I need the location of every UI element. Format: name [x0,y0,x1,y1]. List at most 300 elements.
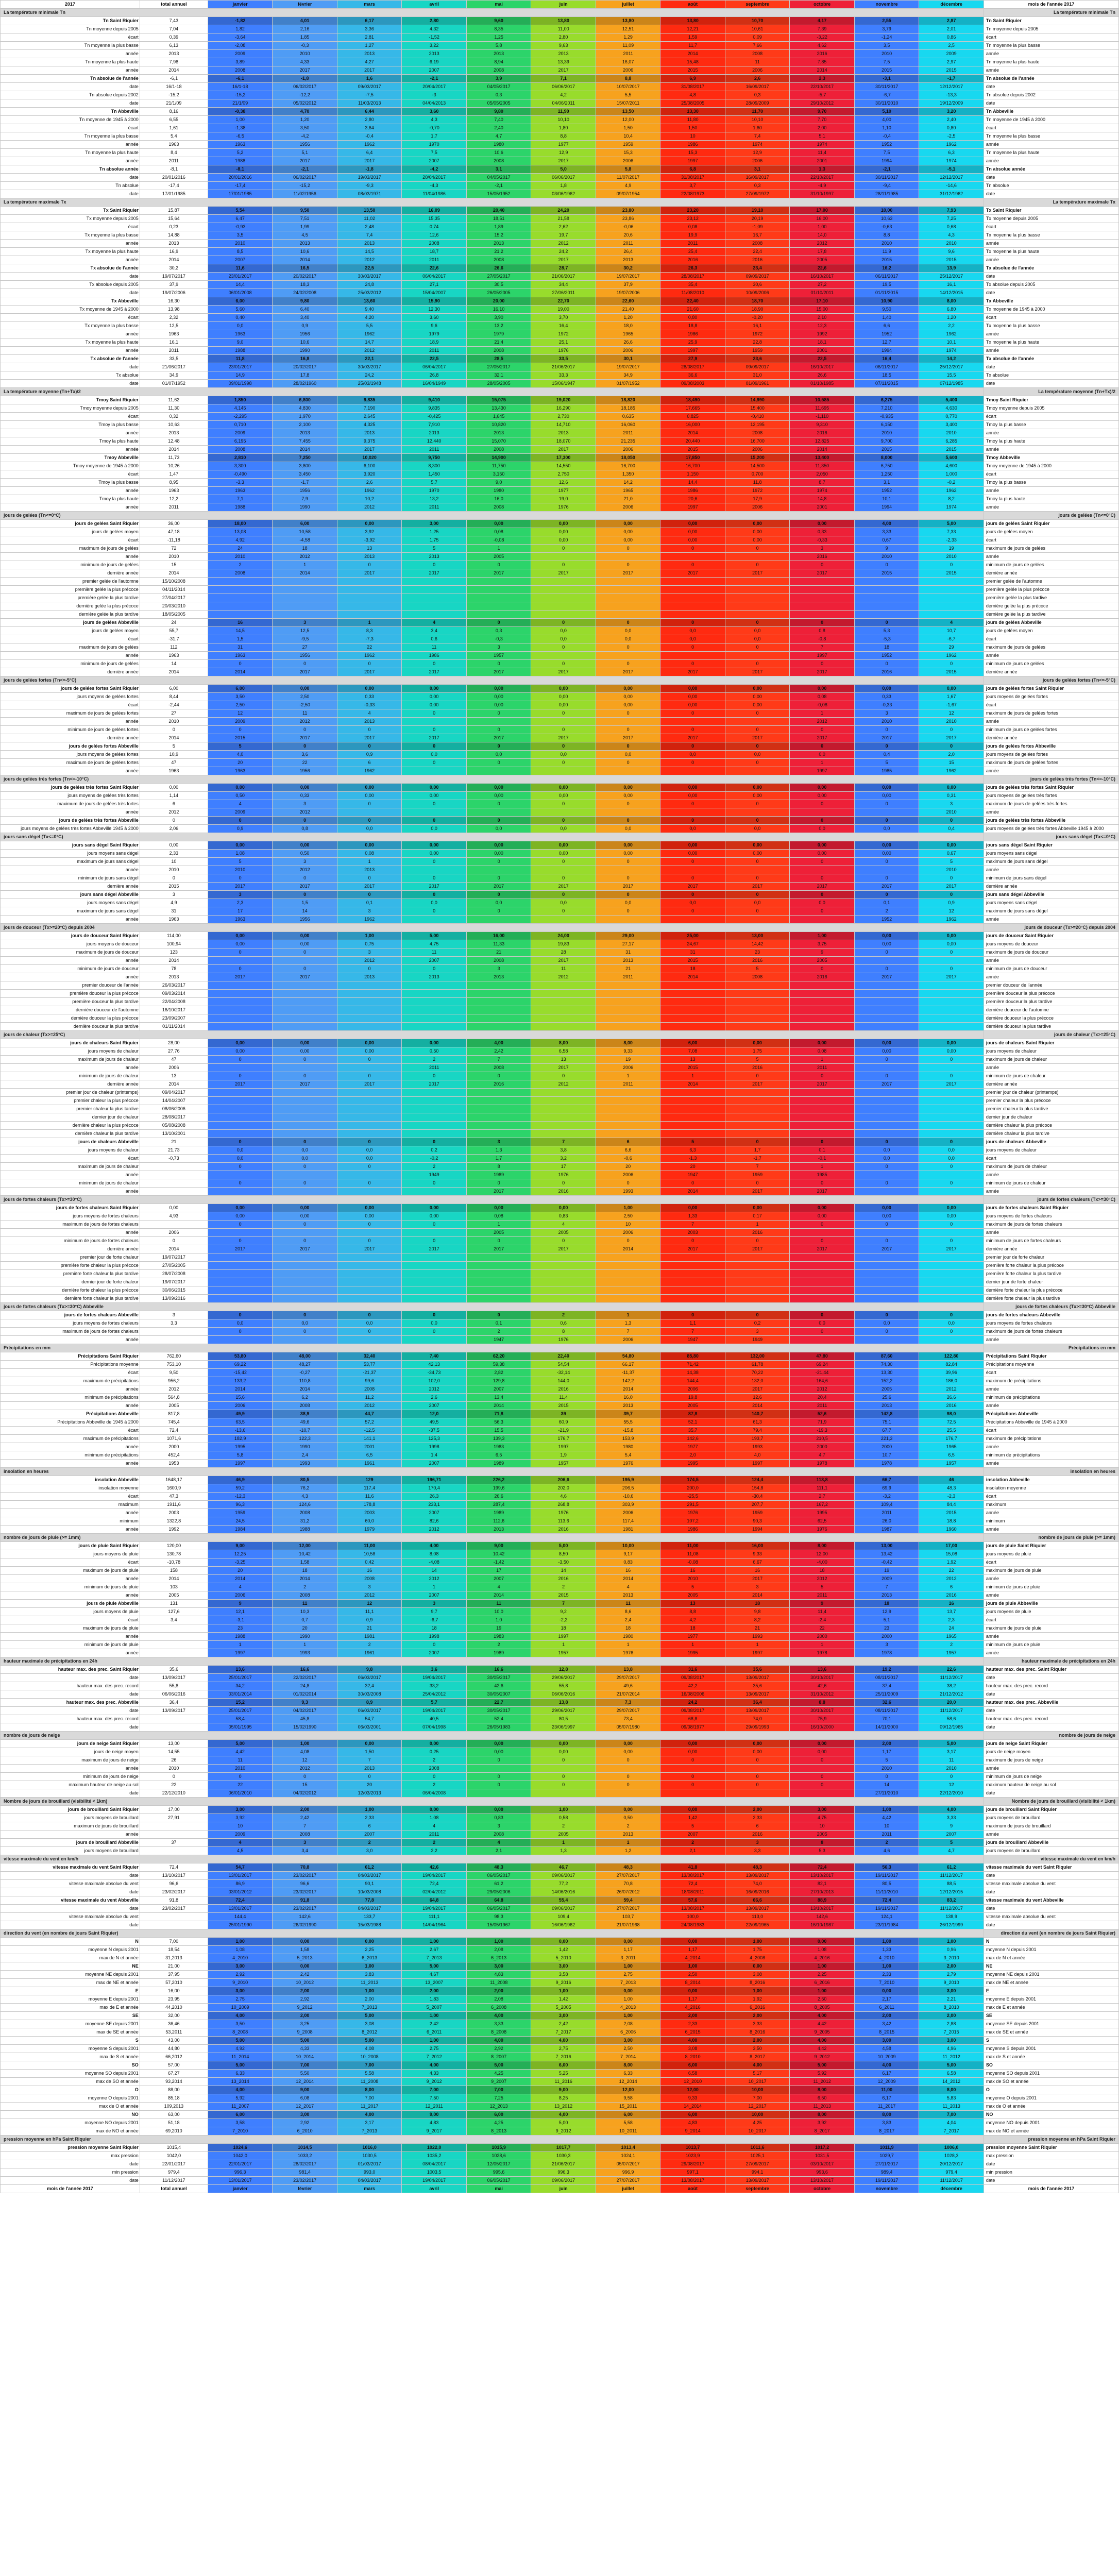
row-label: année [1,1171,140,1179]
month-value-cell: 25,9 [660,338,725,347]
month-value-cell: 0,00 [660,693,725,701]
month-value-cell: 1986 [660,487,725,495]
month-value-cell: 3 [337,907,402,916]
annual-total-cell: 24 [140,619,208,627]
month-value-cell: 31 [660,948,725,957]
row-label: Tmoy la plus haute [1,495,140,503]
month-value-cell: 0,0 [919,1146,984,1155]
month-value-cell: 140,7 [725,1410,790,1418]
month-value-cell: 141,1 [337,1435,402,1443]
month-value-cell: 0 [466,817,531,825]
month-value-cell: 18,51 [466,215,531,223]
month-value-cell: -1,8 [273,75,337,83]
month-value-cell: 0,00 [273,784,337,792]
month-value-cell: 0 [273,660,337,668]
row-label-right: Tn Abbeville [984,108,1118,116]
month-value-cell: 37,9 [596,281,660,289]
month-value-cell: 0,2 [402,1146,467,1155]
month-value-cell: -1,52 [402,33,467,42]
table-row [1,850,1119,858]
month-value-cell: -34,73 [402,1369,467,1377]
month-value-cell: 2017 [919,734,984,742]
row-label: max de S et année [1,2053,140,2061]
row-label: année [1,487,140,495]
row-label-right: moyenne SE depuis 2001 [984,2020,1118,2028]
month-value-cell: 44,7 [337,1410,402,1418]
month-value-cell: 12,825 [790,437,855,446]
row-label-right: écart [984,470,1118,479]
month-value-cell [402,1278,467,1286]
row-label-right: Tn moyenne la plus haute [984,149,1118,157]
month-value-cell: 2014 [466,1402,531,1410]
month-value-cell: 55,5 [596,1418,660,1427]
month-value-cell: 0 [208,1179,273,1188]
month-value-cell: 80,5 [273,1476,337,1484]
month-value-cell: 21,2 [466,248,531,256]
section-title-right: jours de douceur (Tx>=20°C) depuis 2004 [984,924,1118,932]
month-value-cell: 7,1 [531,75,596,83]
month-value-cell: 8,300 [402,462,467,470]
month-value-cell: 3,00 [854,2037,919,2045]
row-label-right: maximum [984,1501,1118,1509]
table-header [1,1,1119,9]
annual-total-cell: 1042,0 [140,2152,208,2160]
table-row [1,1171,1119,1179]
month-value-cell: 15,3 [660,149,725,157]
month-value-cell: 6,00 [596,2111,660,2119]
month-value-cell: 1,67 [919,693,984,701]
month-value-cell: 11,08 [660,1550,725,1558]
month-value-cell [208,1278,273,1286]
month-value-cell: 18,490 [660,396,725,404]
month-value-cell: 2007 [337,1831,402,1839]
month-value-cell: 10,00 [725,2086,790,2094]
month-header: mars [337,1,402,9]
month-value-cell: 0,0 [273,1319,337,1328]
month-value-cell: 226,2 [466,1476,531,1484]
month-value-cell: 2016 [919,1591,984,1600]
month-value-cell: 196,71 [402,1476,467,1484]
month-value-cell [919,957,984,965]
table-row [1,1410,1119,1418]
month-value-cell: 32,6 [854,1699,919,1707]
month-value-cell [919,1278,984,1286]
month-value-cell: 33,3 [531,371,596,380]
month-value-cell: 29/07/2017 [596,1674,660,1682]
month-value-cell: 04/05/2017 [466,174,531,182]
row-label: max de N et année [1,1954,140,1962]
month-value-cell: 1993 [725,1633,790,1641]
row-label: maximum de jours de gelées très fortes [1,800,140,808]
table-row [1,619,1119,627]
month-value-cell: 5,600 [919,454,984,462]
month-value-cell: 0,0 [402,825,467,833]
month-value-cell: 82,1 [790,1880,855,1888]
month-value-cell: 0 [466,874,531,883]
month-value-cell: 42,6 [466,1682,531,1690]
month-value-cell [919,578,984,586]
row-label: Tx moyenne de 1945 à 2000 [1,306,140,314]
month-value-cell: 16,1 [725,322,790,330]
month-value-cell: 0 [660,742,725,751]
month-value-cell: 0 [596,545,660,553]
month-value-cell [919,998,984,1006]
month-value-cell: 11,6 [208,264,273,273]
month-value-cell: 2008 [208,446,273,454]
month-value-cell: 3,8 [531,1146,596,1155]
month-value-cell: 11/11/2010 [854,1888,919,1896]
row-label-right: date [984,1789,1118,1798]
month-value-cell: 23/01/2017 [208,273,273,281]
row-label-right: Tx absolue de l'année [984,355,1118,363]
month-value-cell: 5 [660,1138,725,1146]
month-value-cell: 1,92 [725,1995,790,2004]
month-value-cell [531,578,596,586]
month-value-cell: 13/01/2017 [208,2177,273,2185]
table-row [1,2144,1119,2152]
row-label-right: année [984,1649,1118,1657]
month-value-cell: -2,2 [531,1616,596,1624]
month-value-cell: 9_2012 [790,2053,855,2061]
month-value-cell: 19/04/2017 [402,1872,467,1880]
annual-total-cell [140,1649,208,1657]
month-value-cell: 76,2 [273,1484,337,1493]
month-value-cell: 3,20 [919,108,984,116]
month-value-cell: 153,9 [596,1435,660,1443]
month-value-cell [466,998,531,1006]
month-value-cell: 18 [531,1624,596,1633]
month-value-cell: 5 [402,545,467,553]
annual-total-cell: 1992 [140,1526,208,1534]
month-value-cell: 2017 [790,1245,855,1253]
month-value-cell: 2012 [531,240,596,248]
month-value-cell: 3,89 [208,58,273,66]
month-value-cell: 0,00 [466,841,531,850]
month-value-cell: 8_2013 [466,2127,531,2136]
row-label: année [1,957,140,965]
total-column-header: total annuel [140,1,208,9]
month-value-cell: 27/11/2010 [854,1789,919,1798]
table-row [1,709,1119,718]
month-value-cell: 2017 [531,668,596,676]
month-value-cell: 1 [531,1641,596,1649]
month-value-cell: 13/10/2017 [790,1872,855,1880]
month-value-cell: 2008 [402,240,467,248]
month-value-cell: 11,90 [531,108,596,116]
month-value-cell: 10_2017 [725,2127,790,2136]
month-value-cell [337,1286,402,1295]
row-label-right: maximum de jours de gelées très fortes [984,800,1118,808]
month-value-cell: 17,8 [273,371,337,380]
row-label: année [1,50,140,58]
month-value-cell: 72,4 [208,1896,273,1905]
annual-total-cell: 1648,17 [140,1476,208,1484]
month-value-cell: 2008 [337,1385,402,1394]
month-value-cell: 0,00 [596,1987,660,1995]
row-label-right: jours de gelées moyen [984,627,1118,635]
month-value-cell: 0,00 [919,784,984,792]
month-value-cell: 2017 [531,883,596,891]
row-label-right: année [984,808,1118,817]
month-value-cell: 05/07/2017 [596,2160,660,2168]
table-row [1,1278,1119,1286]
month-value-cell: -6,7 [919,635,984,643]
table-row [1,58,1119,66]
row-label-right: année [984,1402,1118,1410]
annual-total-cell: 2014 [140,1575,208,1583]
month-value-cell: 1 [790,1163,855,1171]
month-value-cell: 0 [919,1179,984,1188]
table-row [1,1385,1119,1394]
month-value-cell: 2016 [531,1575,596,1583]
month-value-cell: 206,5 [596,1484,660,1493]
month-value-cell: 9,63 [531,42,596,50]
month-value-cell: 21,58 [531,215,596,223]
section-header [1,1732,1119,1740]
month-value-cell: 0,3 [466,627,531,635]
row-label-right: année [984,1385,1118,1394]
month-value-cell: 23/06/1997 [531,1723,596,1732]
month-value-cell: 21/12/2012 [919,1690,984,1699]
month-value-cell: 2014 [725,1402,790,1410]
row-label-right: minimum de jours de neige [984,1773,1118,1781]
month-value-cell [402,1262,467,1270]
month-value-cell: 0 [725,1781,790,1789]
annual-total-cell: 127,6 [140,1608,208,1616]
month-value-cell: 06/03/2017 [337,1707,402,1715]
month-value-cell: 0,00 [919,1039,984,1047]
row-label: S [1,2037,140,2045]
table-row [1,891,1119,899]
month-value-cell: 0,0 [208,1319,273,1328]
month-value-cell: 10,585 [790,396,855,404]
row-label-right: année [984,487,1118,495]
row-label-right: dernière chaleur la plus tardive [984,1130,1118,1138]
row-label: Tn moyenne la plus haute [1,149,140,157]
annual-total-cell: 2013 [140,973,208,981]
month-value-cell: 2017 [337,1080,402,1089]
month-value-cell: 0 [919,1221,984,1229]
month-value-cell: 4,42 [208,1748,273,1756]
month-value-cell: 06/03/2001 [337,1723,402,1732]
month-value-cell [660,1253,725,1262]
row-label-right: insolation moyenne [984,1484,1118,1493]
month-value-cell: 4,6 [854,1847,919,1855]
month-value-cell: 0,00 [596,701,660,709]
month-value-cell: 2006 [596,1229,660,1237]
month-value-cell [596,1130,660,1138]
month-value-cell: 0,00 [208,1204,273,1212]
month-value-cell [466,1295,531,1303]
month-value-cell: 31 [208,643,273,652]
month-value-cell: 14,710 [531,421,596,429]
row-label-right: maximum de jours de pluie [984,1567,1118,1575]
month-value-cell: 9,6 [919,248,984,256]
month-value-cell: 0,00 [208,841,273,850]
row-label-right: jours de gelées moyen [984,528,1118,536]
month-value-cell: 1974 [919,157,984,165]
row-label: moyenne NO depuis 2001 [1,2119,140,2127]
month-value-cell: 06/06/2017 [531,83,596,91]
section-header [1,1534,1119,1542]
month-value-cell: 0 [725,660,790,668]
row-label: jours de gelées très fortes Saint Riquier [1,784,140,792]
row-label-right: jours de chaleurs Abbeville [984,1138,1118,1146]
month-value-cell: 0,1 [854,899,919,907]
month-value-cell [660,981,725,990]
table-row [1,1394,1119,1402]
month-value-cell: 13,7 [919,1608,984,1616]
month-value-cell [402,611,467,619]
month-value-cell: 3 [790,545,855,553]
month-value-cell: 0,0 [208,322,273,330]
month-value-cell: 4,27 [337,58,402,66]
row-label: moyenne E depuis 2001 [1,1995,140,2004]
month-value-cell: 6,40 [273,306,337,314]
annual-total-cell: 2014 [140,734,208,742]
month-value-cell: 15_2011 [596,2103,660,2111]
row-label-right: jours moyens sans dégel [984,850,1118,858]
month-value-cell: 99,6 [337,1377,402,1385]
month-value-cell: 3,1 [854,479,919,487]
month-value-cell: 0,0 [596,751,660,759]
month-value-cell: -0,08 [790,701,855,709]
month-value-cell: 0,0 [531,751,596,759]
month-value-cell: 0,00 [919,1204,984,1212]
month-value-cell [596,1295,660,1303]
month-value-cell: 9_2012 [402,2078,467,2086]
month-value-cell: 61,2 [337,1863,402,1872]
month-value-cell: 27/07/2017 [596,2177,660,2185]
month-value-cell [790,1295,855,1303]
month-value-cell: 2 [337,1641,402,1649]
month-value-cell: 09/08/2003 [660,380,725,388]
month-value-cell: 0,00 [466,1204,531,1212]
month-value-cell: 5,00 [919,2061,984,2070]
month-value-cell: 2011 [854,1831,919,1839]
month-value-cell: 142,6 [273,1913,337,1921]
month-value-cell: 2017 [725,1245,790,1253]
month-value-cell [273,1122,337,1130]
month-value-cell: 8_2015 [854,2028,919,2037]
row-label: hauteur max. des prec. record [1,1715,140,1723]
row-label: année [1,157,140,165]
annual-total-cell: 31 [140,907,208,916]
table-row [1,742,1119,751]
table-row [1,1286,1119,1295]
month-value-cell: 1,00 [854,1938,919,1946]
month-value-cell: 26/05/1983 [466,1723,531,1732]
month-value-cell: 0,0 [725,635,790,643]
month-value-cell [531,1262,596,1270]
row-label-right: max pression [984,2152,1118,2160]
month-value-cell: 14_2012 [919,2078,984,2086]
month-value-cell: 9,835 [337,396,402,404]
month-value-cell [402,1295,467,1303]
row-label: année [1,1633,140,1641]
month-value-cell: 2008 [273,1591,337,1600]
annual-total-cell: 13/09/2016 [140,1295,208,1303]
month-value-cell: 1993 [596,1188,660,1196]
annual-total-cell: 21,00 [140,1962,208,1971]
table-row [1,380,1119,388]
month-value-cell: 0,9 [273,322,337,330]
annual-total-cell [140,1336,208,1344]
month-value-cell: 4,00 [854,520,919,528]
month-value-cell: 6,17 [854,2070,919,2078]
month-value-cell: 0 [919,1072,984,1080]
month-value-cell: 0 [660,1773,725,1781]
month-value-cell: 2,81 [337,33,402,42]
month-value-cell: 0 [854,1163,919,1171]
month-value-cell: 17,665 [660,404,725,413]
month-value-cell: 2007 [402,957,467,965]
annual-total-cell: 44,80 [140,2045,208,2053]
month-value-cell: 1994 [725,1526,790,1534]
table-row [1,149,1119,157]
table-row [1,1023,1119,1031]
month-value-cell: -0,4 [854,132,919,141]
month-value-cell: 2007 [402,157,467,165]
month-value-cell: 1972 [531,330,596,338]
month-value-cell: 21,235 [596,437,660,446]
month-value-cell: 7,190 [337,404,402,413]
table-row [1,42,1119,50]
month-value-cell [466,718,531,726]
month-value-cell: 2017 [402,734,467,742]
month-value-cell: 57,6 [660,1896,725,1905]
month-value-cell: 82,84 [919,1361,984,1369]
month-value-cell: 2013 [596,256,660,264]
table-row [1,2168,1119,2177]
month-value-cell: 6,5 [337,1451,402,1460]
row-label-right: année [984,866,1118,874]
month-value-cell: 14/04/1964 [402,1921,467,1929]
month-value-cell: 1,00 [531,1987,596,1995]
month-value-cell: 0 [208,1138,273,1146]
month-value-cell: 3,36 [337,25,402,33]
month-value-cell [790,611,855,619]
table-row [1,437,1119,446]
row-label: jours de pluie Saint Riquier [1,1542,140,1550]
month-value-cell: 2007 [402,1509,467,1517]
row-label: maximum de jours de pluie [1,1624,140,1633]
month-value-cell: 17 [208,907,273,916]
month-value-cell: 995,6 [466,2168,531,2177]
row-label: maximum de précipitations [1,1435,140,1443]
month-value-cell: 2016 [854,668,919,676]
month-value-cell: 19 [466,1624,531,1633]
month-value-cell: 2,42 [466,1047,531,1056]
month-value-cell: 178,8 [337,1501,402,1509]
month-value-cell: 72,4 [660,1880,725,1888]
table-row [1,1122,1119,1130]
month-value-cell: 1976 [596,1649,660,1657]
row-label: date [1,1723,140,1732]
month-value-cell: 8,3 [337,627,402,635]
annual-total-cell: 33,5 [140,355,208,363]
row-label: date [1,99,140,108]
month-value-cell: 0 [208,1056,273,1064]
month-value-cell: 2008 [466,347,531,355]
month-value-cell: 2006 [208,1591,273,1600]
month-value-cell: 2,00 [273,1987,337,1995]
month-value-cell: 26,6 [596,338,660,347]
month-value-cell: 0 [854,660,919,668]
month-value-cell [725,866,790,874]
month-value-cell: 6_2016 [790,1979,855,1987]
month-value-cell [531,1105,596,1113]
